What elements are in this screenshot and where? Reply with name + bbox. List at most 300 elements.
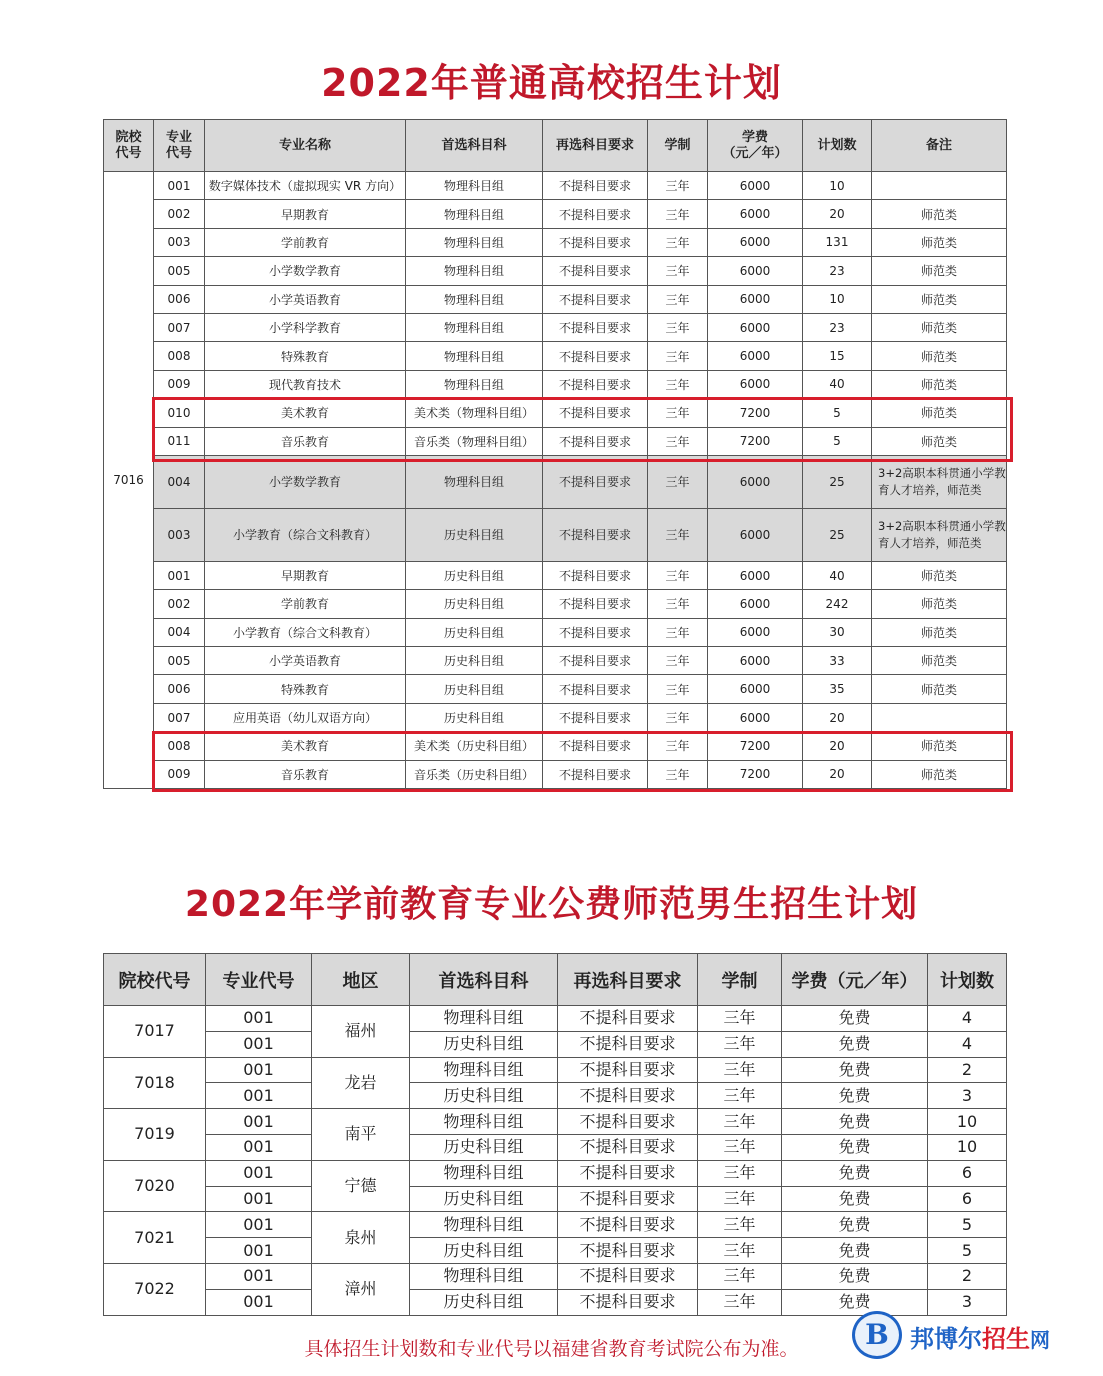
major-name-cell: 小学数学教育 <box>205 455 406 508</box>
plan-count-cell: 6 <box>928 1160 1007 1186</box>
second-subject-cell: 不提科目要求 <box>543 675 648 703</box>
first-subject-cell: 音乐类（物理科目组） <box>406 427 543 455</box>
column-header: 备注 <box>872 120 1007 172</box>
major-code-cell: 008 <box>154 342 205 370</box>
tuition-cell: 免费 <box>782 1160 928 1186</box>
duration-cell: 三年 <box>648 508 708 561</box>
major-code-cell: 001 <box>206 1263 312 1289</box>
table-row <box>104 228 1007 256</box>
second-subject-cell: 不提科目要求 <box>558 1238 698 1264</box>
column-header: 计划数 <box>803 120 872 172</box>
duration-cell: 三年 <box>648 703 708 731</box>
second-subject-cell: 不提科目要求 <box>543 313 648 341</box>
second-subject-cell: 不提科目要求 <box>558 1031 698 1057</box>
tuition-cell: 6000 <box>708 618 803 646</box>
plan-count-cell: 33 <box>803 647 872 675</box>
plan-count-cell: 10 <box>803 285 872 313</box>
major-name-cell: 数字媒体技术（虚拟现实 VR 方向） <box>205 172 406 200</box>
duration-cell: 三年 <box>648 172 708 200</box>
table-row <box>104 1238 1007 1264</box>
column-header: 院校 代号 <box>104 120 154 172</box>
major-name-cell: 特殊教育 <box>205 675 406 703</box>
first-subject-cell: 历史科目组 <box>406 675 543 703</box>
plan-count-cell: 15 <box>803 342 872 370</box>
tuition-cell: 7200 <box>708 399 803 427</box>
remark-cell: 师范类 <box>872 257 1007 285</box>
major-code-cell: 001 <box>154 561 205 589</box>
column-header: 再选科目要求 <box>543 120 648 172</box>
second-subject-cell: 不提科目要求 <box>543 228 648 256</box>
column-header: 再选科目要求 <box>558 954 698 1006</box>
major-name-cell: 早期教育 <box>205 561 406 589</box>
major-code-cell: 001 <box>206 1031 312 1057</box>
first-subject-cell: 物理科目组 <box>406 257 543 285</box>
school-code-cell: 7018 <box>104 1057 206 1109</box>
remark-cell: 3+2高职本科贯通小学教育人才培养，师范类 <box>872 508 1007 561</box>
duration-cell: 三年 <box>648 257 708 285</box>
major-name-cell: 音乐教育 <box>205 760 406 788</box>
major-name-cell: 小学数学教育 <box>205 257 406 285</box>
school-code-cell: 7022 <box>104 1263 206 1315</box>
plan-count-cell: 3 <box>928 1083 1007 1109</box>
second-subject-cell: 不提科目要求 <box>543 732 648 760</box>
major-code-cell: 001 <box>206 1289 312 1315</box>
duration-cell: 三年 <box>648 399 708 427</box>
major-name-cell: 小学英语教育 <box>205 647 406 675</box>
tuition-cell: 6000 <box>708 172 803 200</box>
second-subject-cell: 不提科目要求 <box>558 1289 698 1315</box>
major-code-cell: 003 <box>154 228 205 256</box>
table-row <box>104 257 1007 285</box>
remark-cell: 师范类 <box>872 228 1007 256</box>
major-code-cell: 006 <box>154 675 205 703</box>
major-name-cell: 美术教育 <box>205 732 406 760</box>
second-subject-cell: 不提科目要求 <box>543 370 648 398</box>
duration-cell: 三年 <box>648 285 708 313</box>
tuition-cell: 6000 <box>708 675 803 703</box>
column-header: 学费（元／年） <box>782 954 928 1006</box>
duration-cell: 三年 <box>648 590 708 618</box>
second-subject-cell: 不提科目要求 <box>543 200 648 228</box>
table-row <box>104 1109 1007 1135</box>
major-code-cell: 001 <box>206 1057 312 1083</box>
major-code-cell: 004 <box>154 618 205 646</box>
second-subject-cell: 不提科目要求 <box>543 647 648 675</box>
tuition-cell: 6000 <box>708 370 803 398</box>
major-name-cell: 小学教育（综合文科教育） <box>205 618 406 646</box>
second-subject-cell: 不提科目要求 <box>558 1186 698 1212</box>
tuition-cell: 免费 <box>782 1263 928 1289</box>
remark-cell <box>872 703 1007 731</box>
duration-cell: 三年 <box>648 760 708 788</box>
table-row <box>104 455 1007 508</box>
duration-cell: 三年 <box>648 675 708 703</box>
plan-count-cell: 23 <box>803 313 872 341</box>
second-subject-cell: 不提科目要求 <box>543 342 648 370</box>
second-subject-cell: 不提科目要求 <box>558 1109 698 1135</box>
plan-count-cell: 40 <box>803 370 872 398</box>
tuition-cell: 免费 <box>782 1289 928 1315</box>
column-header: 专业 代号 <box>154 120 205 172</box>
table-row <box>104 647 1007 675</box>
duration-cell: 三年 <box>698 1057 782 1083</box>
first-subject-cell: 物理科目组 <box>406 172 543 200</box>
plan-count-cell: 10 <box>803 172 872 200</box>
major-code-cell: 011 <box>154 427 205 455</box>
table-row <box>104 1134 1007 1160</box>
major-code-cell: 009 <box>154 370 205 398</box>
table-row <box>104 1160 1007 1186</box>
major-code-cell: 002 <box>154 200 205 228</box>
duration-cell: 三年 <box>648 455 708 508</box>
table-row <box>104 342 1007 370</box>
second-subject-cell: 不提科目要求 <box>543 760 648 788</box>
plan-count-cell: 35 <box>803 675 872 703</box>
duration-cell: 三年 <box>648 228 708 256</box>
second-subject-cell: 不提科目要求 <box>558 1212 698 1238</box>
second-subject-cell: 不提科目要求 <box>558 1134 698 1160</box>
school-code-cell: 7021 <box>104 1212 206 1264</box>
second-subject-cell: 不提科目要求 <box>543 703 648 731</box>
major-code-cell: 003 <box>154 508 205 561</box>
second-subject-cell: 不提科目要求 <box>543 172 648 200</box>
first-subject-cell: 物理科目组 <box>410 1109 558 1135</box>
plan-count-cell: 131 <box>803 228 872 256</box>
highlight-box <box>152 731 1013 792</box>
major-name-cell: 学前教育 <box>205 590 406 618</box>
first-subject-cell: 历史科目组 <box>410 1134 558 1160</box>
duration-cell: 三年 <box>648 200 708 228</box>
tuition-cell: 免费 <box>782 1134 928 1160</box>
duration-cell: 三年 <box>698 1238 782 1264</box>
school-code-cell: 7020 <box>104 1160 206 1212</box>
tuition-cell: 6000 <box>708 647 803 675</box>
major-name-cell: 特殊教育 <box>205 342 406 370</box>
table-row <box>104 675 1007 703</box>
major-code-cell: 001 <box>206 1134 312 1160</box>
major-code-cell: 002 <box>154 590 205 618</box>
major-name-cell: 学前教育 <box>205 228 406 256</box>
second-subject-cell: 不提科目要求 <box>543 257 648 285</box>
major-name-cell: 音乐教育 <box>205 427 406 455</box>
remark-cell: 师范类 <box>872 399 1007 427</box>
remark-cell: 师范类 <box>872 760 1007 788</box>
table-row <box>104 1006 1007 1032</box>
remark-cell: 3+2高职本科贯通小学教育人才培养，师范类 <box>872 455 1007 508</box>
school-code-cell: 7019 <box>104 1109 206 1161</box>
duration-cell: 三年 <box>648 732 708 760</box>
tuition-cell: 7200 <box>708 427 803 455</box>
logo-b-icon: B <box>852 1311 902 1359</box>
table-row <box>104 313 1007 341</box>
first-subject-cell: 物理科目组 <box>406 455 543 508</box>
first-subject-cell: 历史科目组 <box>410 1083 558 1109</box>
tuition-cell: 6000 <box>708 342 803 370</box>
school-code-cell: 7017 <box>104 1006 206 1058</box>
first-subject-cell: 历史科目组 <box>410 1238 558 1264</box>
tuition-cell: 免费 <box>782 1186 928 1212</box>
plan-count-cell: 10 <box>928 1109 1007 1135</box>
plan-count-cell: 20 <box>803 703 872 731</box>
remark-cell: 师范类 <box>872 618 1007 646</box>
first-subject-cell: 历史科目组 <box>406 590 543 618</box>
table-row <box>104 172 1007 200</box>
major-code-cell: 001 <box>206 1160 312 1186</box>
second-subject-cell: 不提科目要求 <box>543 590 648 618</box>
duration-cell: 三年 <box>698 1186 782 1212</box>
plan-count-cell: 23 <box>803 257 872 285</box>
second-subject-cell: 不提科目要求 <box>558 1160 698 1186</box>
column-header: 首选科目科 <box>406 120 543 172</box>
table-row <box>104 1186 1007 1212</box>
plan-count-cell: 25 <box>803 508 872 561</box>
second-subject-cell: 不提科目要求 <box>543 285 648 313</box>
table-row <box>104 590 1007 618</box>
duration-cell: 三年 <box>698 1006 782 1032</box>
table-row <box>104 618 1007 646</box>
remark-cell: 师范类 <box>872 370 1007 398</box>
tuition-cell: 免费 <box>782 1083 928 1109</box>
plan-count-cell: 3 <box>928 1289 1007 1315</box>
second-subject-cell: 不提科目要求 <box>543 508 648 561</box>
remark-cell: 师范类 <box>872 313 1007 341</box>
duration-cell: 三年 <box>648 561 708 589</box>
tuition-cell: 6000 <box>708 455 803 508</box>
remark-cell: 师范类 <box>872 732 1007 760</box>
column-header: 专业代号 <box>206 954 312 1006</box>
remark-cell: 师范类 <box>872 561 1007 589</box>
table-row <box>104 703 1007 731</box>
first-subject-cell: 美术类（历史科目组） <box>406 732 543 760</box>
column-header: 院校代号 <box>104 954 206 1006</box>
region-cell: 南平 <box>312 1109 410 1161</box>
tuition-cell: 6000 <box>708 561 803 589</box>
page-title: 2022年普通高校招生计划 <box>321 61 782 105</box>
duration-cell: 三年 <box>698 1160 782 1186</box>
table-row <box>104 200 1007 228</box>
first-subject-cell: 物理科目组 <box>410 1263 558 1289</box>
first-subject-cell: 物理科目组 <box>406 342 543 370</box>
second-subject-cell: 不提科目要求 <box>543 455 648 508</box>
major-name-cell: 早期教育 <box>205 200 406 228</box>
column-header: 专业名称 <box>205 120 406 172</box>
plan-count-cell: 2 <box>928 1057 1007 1083</box>
region-cell: 漳州 <box>312 1263 410 1315</box>
tuition-cell: 6000 <box>708 200 803 228</box>
second-subject-cell: 不提科目要求 <box>558 1083 698 1109</box>
first-subject-cell: 物理科目组 <box>410 1212 558 1238</box>
major-code-cell: 007 <box>154 313 205 341</box>
first-subject-cell: 物理科目组 <box>406 285 543 313</box>
first-subject-cell: 历史科目组 <box>410 1186 558 1212</box>
major-code-cell: 010 <box>154 399 205 427</box>
region-cell: 泉州 <box>312 1212 410 1264</box>
plan-count-cell: 242 <box>803 590 872 618</box>
table-row <box>104 1057 1007 1083</box>
first-subject-cell: 物理科目组 <box>410 1006 558 1032</box>
first-subject-cell: 物理科目组 <box>406 313 543 341</box>
first-subject-cell: 物理科目组 <box>410 1057 558 1083</box>
major-code-cell: 006 <box>154 285 205 313</box>
table-row <box>104 285 1007 313</box>
plan-count-cell: 20 <box>803 760 872 788</box>
second-subject-cell: 不提科目要求 <box>558 1263 698 1289</box>
major-name-cell: 现代教育技术 <box>205 370 406 398</box>
column-header: 地区 <box>312 954 410 1006</box>
remark-cell: 师范类 <box>872 427 1007 455</box>
major-code-cell: 001 <box>154 172 205 200</box>
second-subject-cell: 不提科目要求 <box>543 618 648 646</box>
plan-count-cell: 5 <box>928 1212 1007 1238</box>
tuition-cell: 免费 <box>782 1031 928 1057</box>
first-subject-cell: 音乐类（历史科目组） <box>406 760 543 788</box>
region-cell: 龙岩 <box>312 1057 410 1109</box>
column-header: 学费 （元／年） <box>708 120 803 172</box>
major-code-cell: 001 <box>206 1238 312 1264</box>
second-subject-cell: 不提科目要求 <box>543 561 648 589</box>
tuition-cell: 6000 <box>708 313 803 341</box>
region-cell: 宁德 <box>312 1160 410 1212</box>
plan-count-cell: 4 <box>928 1006 1007 1032</box>
tuition-cell: 免费 <box>782 1006 928 1032</box>
male-teacher-plan-table <box>103 953 1007 1316</box>
major-code-cell: 001 <box>206 1083 312 1109</box>
remark-cell: 师范类 <box>872 342 1007 370</box>
first-subject-cell: 历史科目组 <box>406 647 543 675</box>
plan-count-cell: 5 <box>803 427 872 455</box>
plan-count-cell: 20 <box>803 732 872 760</box>
major-code-cell: 005 <box>154 647 205 675</box>
first-subject-cell: 历史科目组 <box>410 1031 558 1057</box>
duration-cell: 三年 <box>648 342 708 370</box>
duration-cell: 三年 <box>698 1263 782 1289</box>
tuition-cell: 6000 <box>708 703 803 731</box>
plan-count-cell: 4 <box>928 1031 1007 1057</box>
duration-cell: 三年 <box>648 647 708 675</box>
major-code-cell: 009 <box>154 760 205 788</box>
tuition-cell: 免费 <box>782 1057 928 1083</box>
tuition-cell: 6000 <box>708 285 803 313</box>
highlight-box <box>152 397 1013 462</box>
second-subject-cell: 不提科目要求 <box>543 399 648 427</box>
table-row <box>104 561 1007 589</box>
duration-cell: 三年 <box>698 1289 782 1315</box>
tuition-cell: 7200 <box>708 732 803 760</box>
table-row <box>104 1083 1007 1109</box>
first-subject-cell: 历史科目组 <box>406 561 543 589</box>
major-code-cell: 004 <box>154 455 205 508</box>
table-row <box>104 1212 1007 1238</box>
region-cell: 福州 <box>312 1006 410 1058</box>
second-subject-cell: 不提科目要求 <box>543 427 648 455</box>
plan-count-cell: 5 <box>928 1238 1007 1264</box>
remark-cell: 师范类 <box>872 590 1007 618</box>
major-name-cell: 小学英语教育 <box>205 285 406 313</box>
column-header: 首选科目科 <box>410 954 558 1006</box>
major-code-cell: 001 <box>206 1006 312 1032</box>
plan-count-cell: 40 <box>803 561 872 589</box>
second-subject-cell: 不提科目要求 <box>558 1006 698 1032</box>
major-code-cell: 005 <box>154 257 205 285</box>
major-code-cell: 007 <box>154 703 205 731</box>
tuition-cell: 免费 <box>782 1109 928 1135</box>
logo-text: 邦博尔招生网 <box>910 1325 1050 1353</box>
major-code-cell: 001 <box>206 1186 312 1212</box>
first-subject-cell: 物理科目组 <box>406 200 543 228</box>
first-subject-cell: 物理科目组 <box>410 1160 558 1186</box>
plan-count-cell: 2 <box>928 1263 1007 1289</box>
major-code-cell: 001 <box>206 1109 312 1135</box>
first-subject-cell: 历史科目组 <box>410 1289 558 1315</box>
column-header: 学制 <box>648 120 708 172</box>
major-name-cell: 小学教育（综合文科教育） <box>205 508 406 561</box>
table-row <box>104 1263 1007 1289</box>
remark-cell <box>872 172 1007 200</box>
remark-cell: 师范类 <box>872 675 1007 703</box>
table-row <box>104 370 1007 398</box>
section-title: 2022年学前教育专业公费师范男生招生计划 <box>184 884 919 925</box>
first-subject-cell: 历史科目组 <box>406 508 543 561</box>
second-subject-cell: 不提科目要求 <box>558 1057 698 1083</box>
tuition-cell: 6000 <box>708 590 803 618</box>
duration-cell: 三年 <box>698 1212 782 1238</box>
first-subject-cell: 物理科目组 <box>406 228 543 256</box>
major-code-cell: 008 <box>154 732 205 760</box>
first-subject-cell: 历史科目组 <box>406 618 543 646</box>
tuition-cell: 6000 <box>708 508 803 561</box>
duration-cell: 三年 <box>648 370 708 398</box>
watermark-logo <box>852 1311 1092 1361</box>
plan-count-cell: 30 <box>803 618 872 646</box>
remark-cell: 师范类 <box>872 200 1007 228</box>
major-code-cell: 001 <box>206 1212 312 1238</box>
first-subject-cell: 物理科目组 <box>406 370 543 398</box>
table-header-row <box>104 954 1007 1006</box>
footer-note: 具体招生计划数和专业代号以福建省教育考试院公布为准。 <box>304 1338 799 1360</box>
duration-cell: 三年 <box>648 427 708 455</box>
duration-cell: 三年 <box>648 313 708 341</box>
table-row <box>104 508 1007 561</box>
tuition-cell: 6000 <box>708 257 803 285</box>
plan-count-cell: 6 <box>928 1186 1007 1212</box>
duration-cell: 三年 <box>698 1031 782 1057</box>
tuition-cell: 免费 <box>782 1212 928 1238</box>
tuition-cell: 7200 <box>708 760 803 788</box>
column-header: 学制 <box>698 954 782 1006</box>
first-subject-cell: 美术类（物理科目组） <box>406 399 543 427</box>
duration-cell: 三年 <box>698 1134 782 1160</box>
tuition-cell: 免费 <box>782 1238 928 1264</box>
major-name-cell: 应用英语（幼儿双语方向） <box>205 703 406 731</box>
plan-count-cell: 5 <box>803 399 872 427</box>
first-subject-cell: 历史科目组 <box>406 703 543 731</box>
tuition-cell: 6000 <box>708 228 803 256</box>
major-name-cell: 小学科学教育 <box>205 313 406 341</box>
duration-cell: 三年 <box>698 1083 782 1109</box>
plan-count-cell: 10 <box>928 1134 1007 1160</box>
duration-cell: 三年 <box>648 618 708 646</box>
school-code-cell: 7016 <box>104 172 154 789</box>
duration-cell: 三年 <box>698 1109 782 1135</box>
remark-cell: 师范类 <box>872 285 1007 313</box>
plan-count-cell: 25 <box>803 455 872 508</box>
table-row <box>104 1031 1007 1057</box>
plan-count-cell: 20 <box>803 200 872 228</box>
column-header: 计划数 <box>928 954 1007 1006</box>
remark-cell: 师范类 <box>872 647 1007 675</box>
major-name-cell: 美术教育 <box>205 399 406 427</box>
table-header-row <box>104 120 1007 172</box>
